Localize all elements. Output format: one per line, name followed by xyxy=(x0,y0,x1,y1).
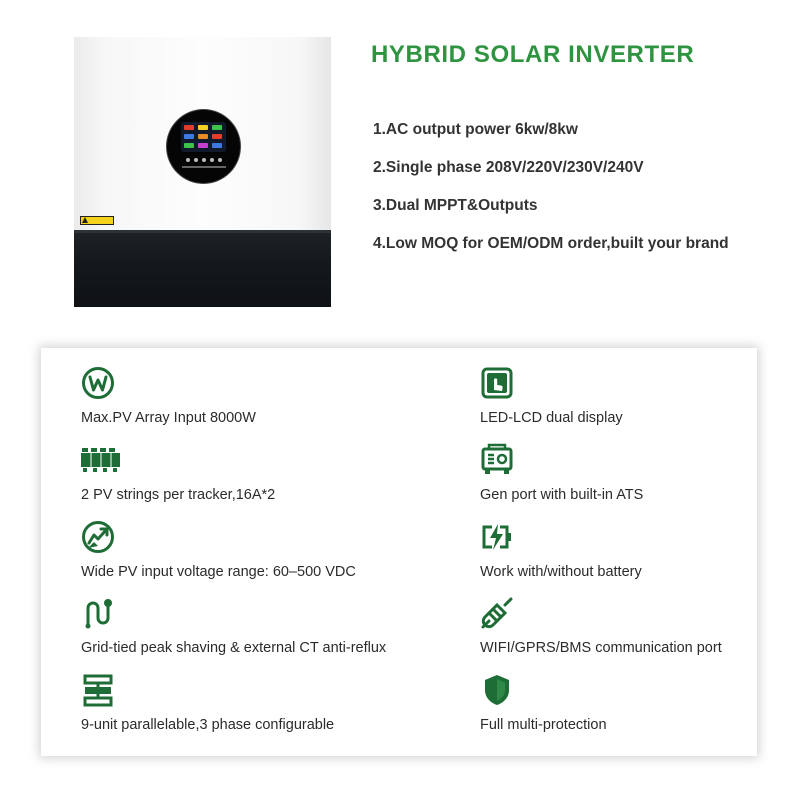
battery-charge-icon xyxy=(480,520,514,554)
spec-item xyxy=(480,366,800,426)
spec-label: Full multi-protection xyxy=(480,717,607,733)
spec-label: Gen port with built-in ATS xyxy=(480,487,644,503)
feature-item: 4.Low MOQ for OEM/ODM order,built your brand xyxy=(373,235,729,252)
spec-label: 2 PV strings per tracker,16A*2 xyxy=(81,487,276,503)
spec-item xyxy=(81,596,411,656)
spec-item xyxy=(480,596,800,656)
spec-card xyxy=(41,348,757,756)
lcd-screen xyxy=(181,122,226,152)
generator-icon xyxy=(480,443,514,477)
display-buttons xyxy=(186,158,222,163)
spec-label: Grid-tied peak shaving & external CT anti-reflux xyxy=(81,640,387,656)
spec-item xyxy=(480,443,800,503)
plug-connector-icon xyxy=(480,596,514,630)
touch-display-icon xyxy=(480,366,514,400)
spec-item xyxy=(81,443,411,503)
spec-item xyxy=(81,520,411,580)
shield-icon xyxy=(480,673,514,707)
spec-label: LED-LCD dual display xyxy=(480,410,623,426)
spec-label: Work with/without battery xyxy=(480,564,642,580)
spec-label: Wide PV input voltage range: 60–500 VDC xyxy=(81,564,356,580)
voltage-range-icon xyxy=(81,520,115,554)
spec-label: WIFI/GPRS/BMS communication port xyxy=(480,640,722,656)
display-caption xyxy=(182,166,226,168)
warning-label xyxy=(80,216,114,225)
feature-item: 2.Single phase 208V/220V/230V/240V xyxy=(373,159,644,176)
feature-item: 3.Dual MPPT&Outputs xyxy=(373,197,538,214)
watt-circle-icon xyxy=(81,366,115,400)
feature-list xyxy=(373,121,729,273)
spec-label: 9-unit parallelable,3 phase configurable xyxy=(81,717,335,733)
spec-item xyxy=(81,673,411,733)
inverter-dark-base xyxy=(74,230,331,307)
grid-wave-icon xyxy=(81,596,115,630)
feature-item: 1.AC output power 6kw/8kw xyxy=(373,121,578,138)
page-title: HYBRID SOLAR INVERTER xyxy=(371,41,695,68)
stacked-units-icon xyxy=(81,673,115,707)
spec-item xyxy=(480,673,800,733)
inverter-display xyxy=(167,110,240,183)
pv-strings-icon xyxy=(81,443,121,477)
spec-item xyxy=(81,366,411,426)
spec-label: Max.PV Array Input 8000W xyxy=(81,410,256,426)
inverter-product-image xyxy=(74,37,331,307)
spec-item xyxy=(480,520,800,580)
